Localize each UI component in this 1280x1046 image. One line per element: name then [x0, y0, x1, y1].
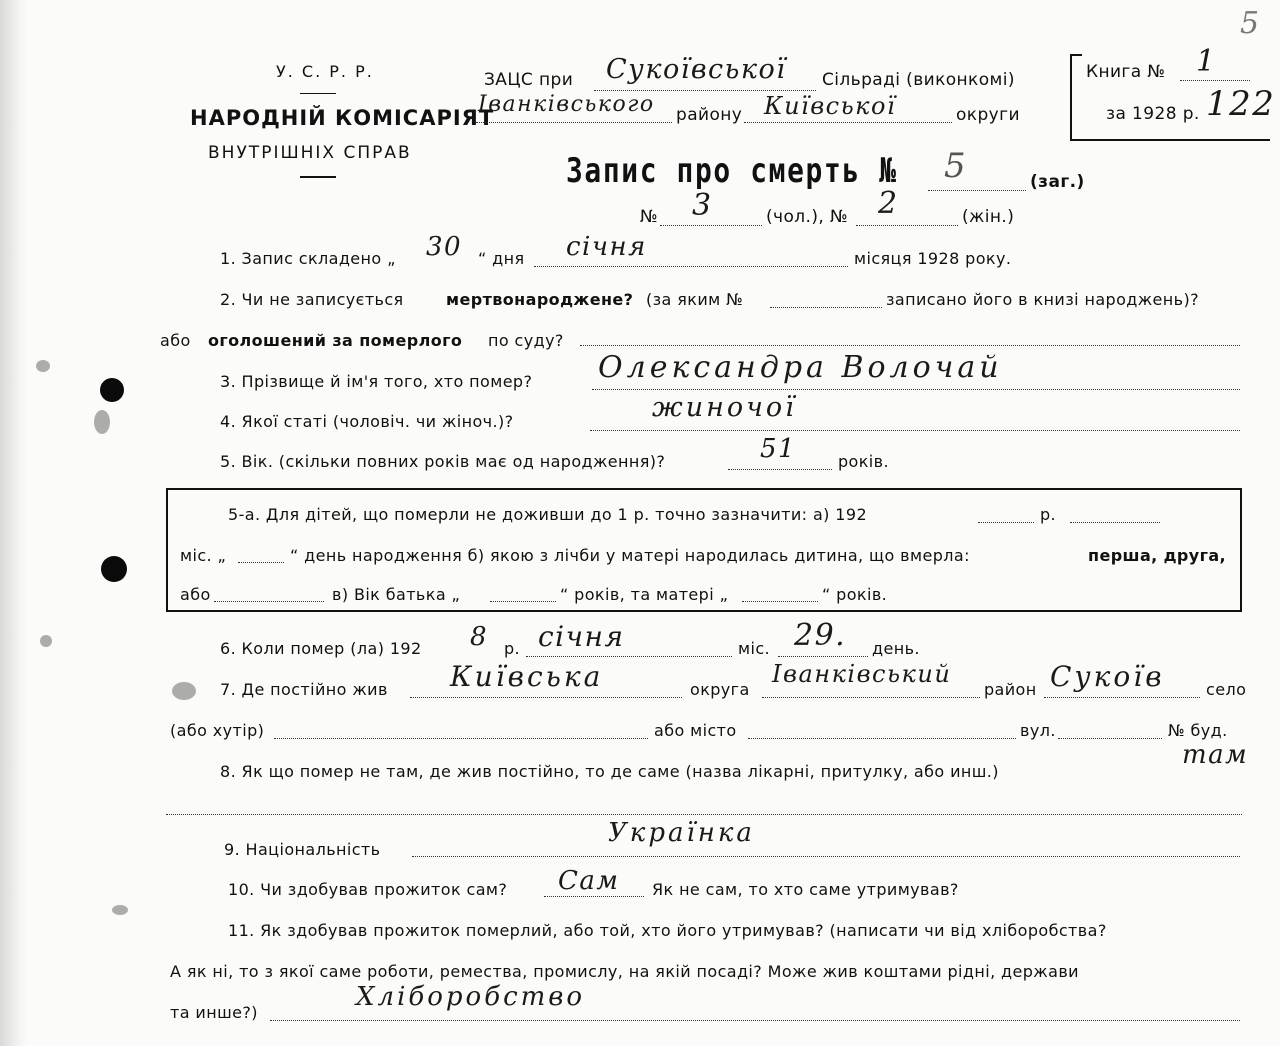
book-field-line: [1180, 80, 1250, 81]
item1-month-line: [534, 266, 848, 267]
ink-smudge-4: [40, 635, 52, 647]
item5-value: 51: [760, 434, 797, 464]
village-handwritten: Сукоївської: [606, 54, 787, 85]
item5a-month-line: [1070, 522, 1160, 523]
item6-r: р.: [504, 639, 521, 658]
item8-line: [166, 814, 1242, 815]
year-label: за 1928 р.: [1106, 104, 1200, 124]
item5a-father-line: [490, 601, 556, 602]
item11-value: Хліборобство: [356, 982, 586, 1012]
page-edge-shadow: [0, 0, 28, 1046]
item1-month: січня: [566, 232, 647, 262]
corner-mark: 5: [1240, 6, 1261, 41]
item10-suffix: Як не сам, то хто саме утримував?: [652, 880, 959, 899]
rayon-field-line: [476, 122, 672, 123]
no-label: №: [640, 207, 659, 227]
item7-label: 7. Де постійно жив: [220, 680, 388, 699]
state-header: У. С. Р. Р.: [276, 62, 374, 81]
female-label: (жін.): [962, 207, 1015, 227]
item3-line: [592, 389, 1240, 390]
item7b-hamlet-line: [274, 738, 648, 739]
rayon-handwritten: Іванківського: [478, 92, 655, 117]
item5-line: [728, 469, 832, 470]
registry-box-top: [1070, 54, 1082, 56]
book-label: Книга №: [1086, 62, 1166, 82]
item6-suffix: день.: [872, 639, 920, 658]
rayon-label: району: [676, 105, 743, 125]
ink-smudge-3: [36, 360, 50, 372]
item3-label: 3. Прізвище й ім'я того, хто помер?: [220, 372, 533, 391]
item6-mis: міс.: [738, 639, 770, 658]
item7b-prefix: (або хутір): [170, 721, 265, 740]
male-label: (чол.), №: [766, 207, 849, 227]
item7-okruga-label: округа: [690, 680, 750, 699]
item10-value: Сам: [558, 866, 620, 896]
okruga-label: округи: [956, 105, 1020, 125]
item7-okruga-value: Київська: [450, 660, 604, 693]
header-divider-1: [300, 93, 336, 94]
document-title: Запис про смерть №: [566, 151, 898, 191]
okruga-field-line: [744, 122, 952, 123]
item2-bold: мертвонароджене?: [446, 290, 634, 309]
item8-label: 8. Як що помер не там, де жив постійно, то де саме (назва лікарні, притулку, або инш.): [220, 762, 999, 781]
item6-month-line: [526, 656, 732, 657]
item9-label: 9. Національність: [224, 840, 381, 859]
item2-suffix: записано його в книзі народжень)?: [886, 290, 1200, 309]
item5a-line1: 5-а. Для дітей, що померли не доживши до 1 р. точно зазначити: а) 192: [228, 505, 868, 524]
item9-value: Українка: [608, 818, 755, 848]
title-total-label: (заг.): [1030, 172, 1085, 192]
item6-month: січня: [538, 620, 625, 653]
item2-mid: (за яким №: [646, 290, 744, 309]
item10-line: [544, 896, 644, 897]
item7-rayon-line: [762, 697, 980, 698]
item1-suffix: місяця 1928 року.: [854, 249, 1012, 268]
book-value: 1: [1196, 44, 1217, 79]
ink-smudge-2: [172, 682, 196, 700]
item4-value: жиночої: [652, 392, 797, 423]
department-header: ВНУТРІШНІХ СПРАВ: [208, 143, 412, 163]
item5a-mother-line: [742, 601, 818, 602]
ink-smudge-1: [94, 410, 110, 434]
item2b-line: [580, 345, 1240, 346]
item7b-street-line: [1058, 738, 1162, 739]
item11-line: [270, 1020, 1240, 1021]
item5a-line3-d: “ років.: [822, 585, 888, 604]
item2-prefix: 2. Чи не записується: [220, 290, 404, 309]
item7b-street: вул.: [1020, 721, 1056, 740]
item2-number-line: [770, 307, 882, 308]
item5a-line2-b: “ день народження б) якою з лічби у матері народилась дитина, що вмерла:: [290, 546, 970, 565]
registry-box-left: [1070, 54, 1072, 140]
female-count: 2: [878, 186, 899, 221]
item7-okruga-line: [410, 697, 682, 698]
item5a-line3-b: в) Вік батька „: [332, 585, 461, 604]
item1-day: 30: [426, 232, 463, 262]
item7-rayon-label: район: [984, 680, 1037, 699]
item1-mid: “ дня: [478, 249, 525, 268]
item2b-suffix: по суду?: [488, 331, 564, 350]
ink-smudge-5: [112, 905, 128, 915]
item9-line: [412, 856, 1240, 857]
item7-selo-line: [1044, 697, 1200, 698]
item5a-line3-c: “ років, та матері „: [560, 585, 729, 604]
item7-selo-value: Сукоїв: [1050, 660, 1165, 693]
item7b-city-line: [748, 738, 1016, 739]
item6-year: 8: [470, 622, 489, 652]
village-field-line: [594, 90, 816, 91]
item1-prefix: 1. Запис складено „: [220, 249, 396, 268]
item11-line2: А як ні, то з якої саме роботи, ремества, промислу, на якій посаді? Може жив коштами рідні, держави: [170, 962, 1079, 981]
item2b-bold: оголошений за померлого: [208, 331, 463, 350]
item6-day: 29.: [794, 618, 847, 653]
item7-selo-label: село: [1206, 680, 1247, 699]
title-number: 5: [944, 146, 968, 186]
item5a-line2-bold: перша, друга,: [1088, 546, 1227, 565]
item5a-line3-a: або: [180, 585, 211, 604]
item5a-line1-end: р.: [1040, 505, 1057, 524]
item8-value: там: [1182, 740, 1249, 770]
item6-day-line: [778, 656, 868, 657]
okruga-handwritten: Київської: [764, 92, 897, 120]
item7b-house: № буд.: [1168, 721, 1228, 740]
item5-suffix: років.: [838, 452, 889, 471]
item6-prefix: 6. Коли помер (ла) 192: [220, 639, 422, 658]
item4-line: [590, 430, 1240, 431]
item5a-order-line: [214, 601, 324, 602]
header-divider-2: [300, 176, 336, 178]
council-label: Сільраді (виконкомі): [822, 70, 1015, 90]
punch-hole-1: [100, 378, 124, 402]
item4-label: 4. Якої статі (чоловіч. чи жіноч.)?: [220, 412, 514, 431]
item11-line3: та инше?): [170, 1003, 258, 1022]
item5a-line2-a: міс. „: [180, 546, 227, 565]
zags-prefix: ЗАЦС при: [484, 70, 574, 90]
title-number-line: [928, 190, 1026, 191]
item5a-day-line: [238, 562, 284, 563]
registry-box-bottom: [1070, 139, 1270, 141]
male-count: 3: [692, 188, 713, 223]
item7b-city: або місто: [654, 721, 737, 740]
item5-label: 5. Вік. (скільки повних років має од народження)?: [220, 452, 666, 471]
item2b-prefix: або: [160, 331, 191, 350]
punch-hole-2: [101, 556, 127, 582]
item10-label: 10. Чи здобував прожиток сам?: [228, 880, 508, 899]
commissariat-header: НАРОДНІЙ КОМІСАРІЯТ: [190, 106, 495, 130]
year-value: 122: [1206, 84, 1276, 124]
female-count-line: [856, 225, 958, 226]
item7-rayon-value: Іванківський: [772, 660, 952, 688]
item11-line1: 11. Як здобував прожиток померлий, або той, хто його утримував? (написати чи від хліборобства?: [228, 921, 1107, 940]
item3-value: Олександра Волочай: [598, 350, 1003, 385]
male-count-line: [660, 225, 762, 226]
item5a-year-line: [978, 522, 1034, 523]
